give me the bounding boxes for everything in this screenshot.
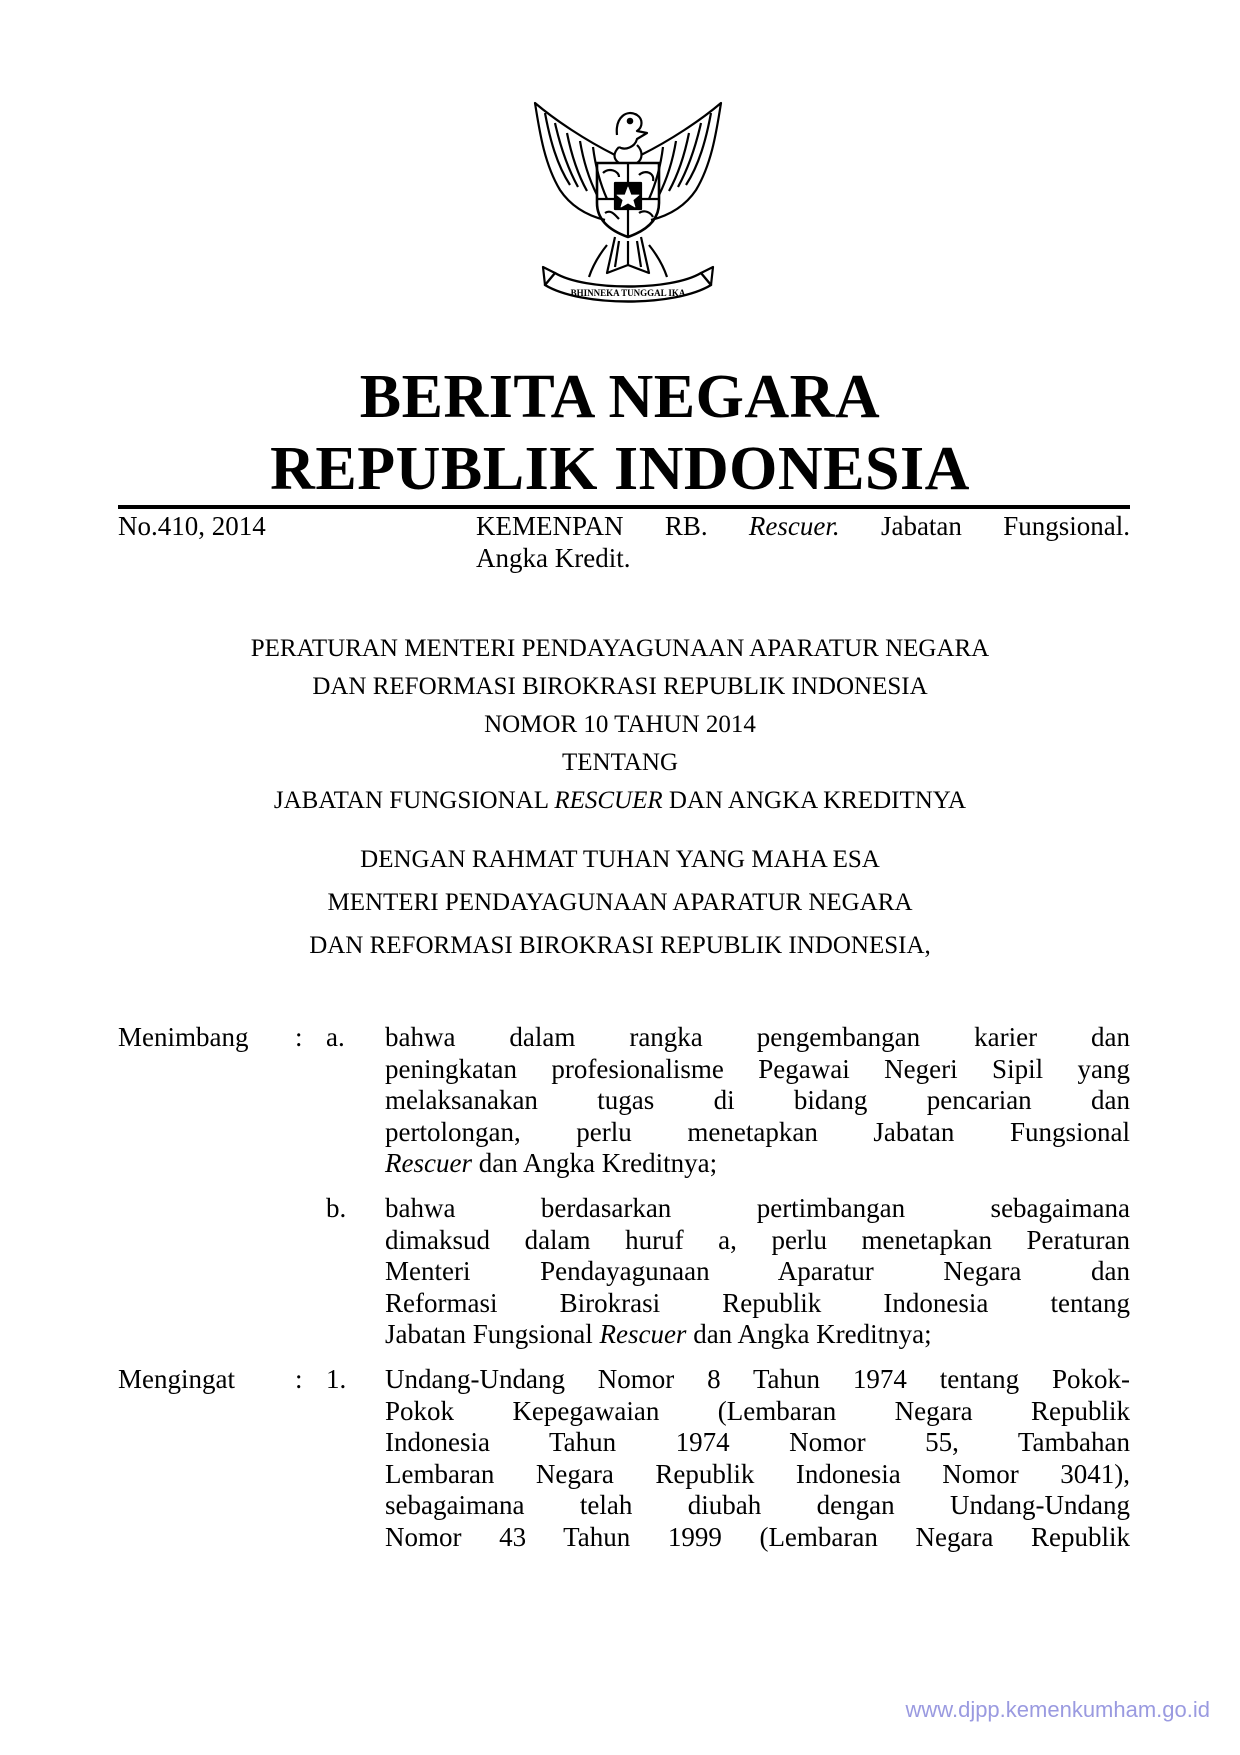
text-line: melaksanakan tugas di bidang pencarian dan — [385, 1085, 1130, 1115]
menimbang-section-b — [118, 1193, 1130, 1351]
text-line: pertolongan, perlu menetapkan Jabatan Fungsional — [385, 1116, 1130, 1147]
italic-text: Rescuer — [599, 1319, 687, 1349]
text-run: Jabatan Fungsional — [385, 1319, 600, 1349]
mengingat-label: Mengingat — [118, 1364, 235, 1394]
menimbang-label: Menimbang — [118, 1022, 249, 1052]
text-run: dan Angka Kreditnya; — [471, 1148, 718, 1178]
regulation-text: DAN ANGKA KREDITNYA — [668, 787, 967, 814]
item-marker: a. — [326, 1022, 345, 1052]
menimbang-item-b — [118, 1193, 1130, 1351]
gazette-title-line2: REPUBLIK INDONESIA — [270, 435, 970, 503]
text-line: Reformasi Birokrasi Republik Indonesia tentang — [385, 1287, 1130, 1318]
text-line — [385, 1319, 1130, 1351]
regulation-line — [0, 782, 1240, 820]
gazette-subject-line1 — [476, 510, 1130, 542]
italic-text: Rescuer — [385, 1148, 472, 1178]
gazette-subject — [476, 510, 1130, 574]
section-colon: : — [295, 1022, 303, 1052]
regulation-line: TENTANG — [561, 749, 679, 776]
section-colon: : — [295, 1364, 303, 1394]
header-divider — [118, 505, 1130, 509]
regulation-line: DAN REFORMASI BIROKRASI REPUBLIK INDONESIA — [312, 673, 928, 700]
mengingat-item-1 — [118, 1364, 1130, 1553]
text-line: Menteri Pendayagunaan Aparatur Negara dan — [385, 1256, 1130, 1286]
text-line: bahwa dalam rangka pengembangan karier dan — [385, 1022, 1130, 1052]
item-marker: 1. — [326, 1364, 347, 1394]
item-text — [385, 1193, 1130, 1351]
text-line: peningkatan profesionalisme Pegawai Negeri Sipil yang — [385, 1053, 1130, 1084]
opening-line: DAN REFORMASI BIROKRASI REPUBLIK INDONESIA, — [309, 932, 931, 959]
text-line: dimaksud dalam huruf a, perlu menetapkan Peraturan — [385, 1224, 1130, 1255]
mengingat-section — [118, 1364, 1130, 1553]
garuda-emblem-icon — [515, 95, 741, 315]
emblem-motto: BHINNEKA TUNGGAL IKA — [570, 288, 686, 298]
menimbang-item-a — [118, 1022, 1130, 1180]
text-line: Indonesia Tahun 1974 Nomor 55, Tambahan — [385, 1427, 1130, 1457]
watermark-url: www.djpp.kemenkumham.go.id — [905, 1697, 1210, 1722]
regulation-italic-text: RESCUER — [554, 787, 663, 814]
subject-text: KEMENPAN RB. — [476, 511, 708, 541]
gazette-subject-line2: Angka Kredit. — [476, 543, 631, 573]
gazette-number: No.410, 2014 — [118, 511, 266, 541]
opening-line: DENGAN RAHMAT TUHAN YANG MAHA ESA — [360, 846, 880, 873]
regulation-line: NOMOR 10 TAHUN 2014 — [484, 711, 756, 738]
regulation-line: PERATURAN MENTERI PENDAYAGUNAAN APARATUR NEGARA — [250, 635, 990, 662]
menimbang-section — [118, 1022, 1130, 1180]
text-line: Lembaran Negara Republik Indonesia Nomor 3041), — [385, 1458, 1130, 1489]
regulation-heading — [0, 630, 1240, 820]
item-text — [385, 1022, 1130, 1180]
text-line: Undang-Undang Nomor 8 Tahun 1974 tentang Pokok- — [385, 1364, 1130, 1394]
gazette-title-line1: BERITA NEGARA — [359, 363, 881, 431]
item-text — [385, 1364, 1130, 1553]
subject-italic-text: Rescuer. — [748, 511, 840, 541]
text-run: dan Angka Kreditnya; — [686, 1319, 932, 1349]
subject-text: Jabatan Fungsional. — [880, 511, 1130, 541]
text-line: sebagaimana telah diubah dengan Undang-Undang — [385, 1490, 1130, 1520]
text-line: bahwa berdasarkan pertimbangan sebagaimana — [385, 1193, 1130, 1223]
opening-line: MENTERI PENDAYAGUNAAN APARATUR NEGARA — [327, 889, 913, 916]
text-line: Pokok Kepegawaian (Lembaran Negara Republik — [385, 1395, 1130, 1426]
text-line: Nomor 43 Tahun 1999 (Lembaran Negara Republik — [385, 1521, 1130, 1552]
regulation-text: JABATAN FUNGSIONAL — [273, 787, 549, 814]
item-marker: b. — [326, 1193, 347, 1223]
opening-clause — [0, 838, 1240, 967]
text-line — [385, 1148, 1130, 1180]
